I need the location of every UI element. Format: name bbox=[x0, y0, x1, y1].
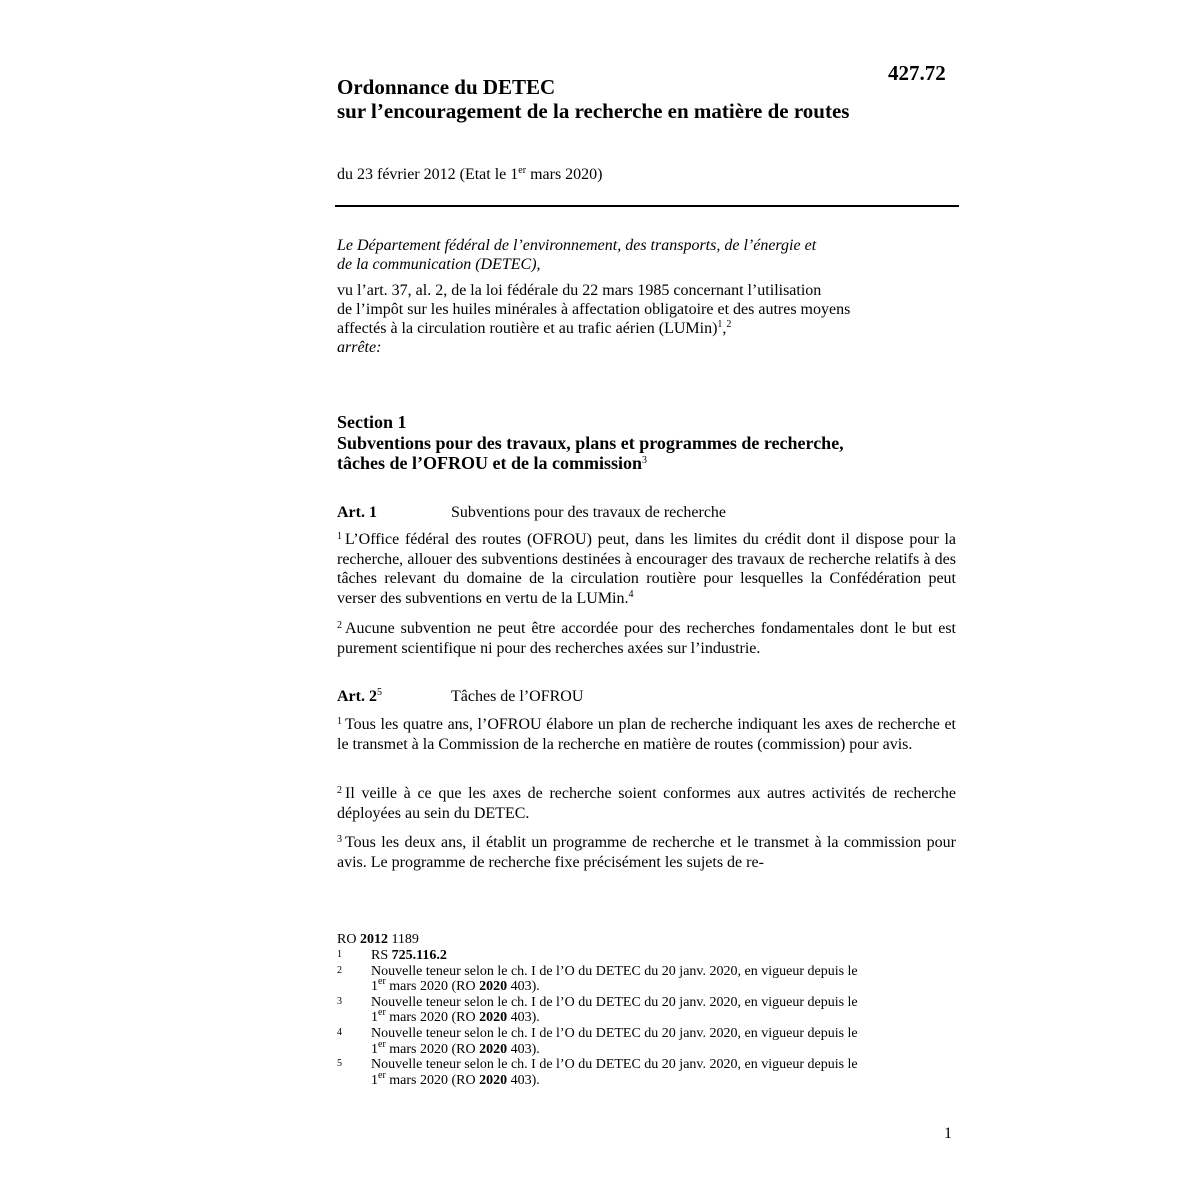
paragraph-text: Tous les quatre ans, l’OFROU élabore un plan de recherche indiquant les axes de recherche et le transmet à la Commission de la recherche en matière de routes (commission) pour avis. bbox=[337, 716, 956, 753]
footnote-text-prefix: RS bbox=[371, 948, 392, 963]
article-2-number bbox=[337, 687, 451, 706]
footnote-number: 4 bbox=[337, 1026, 342, 1038]
basis-line-1: vu l’art. 37, al. 2, de la loi fédérale du 22 mars 1985 concernant l’utilisation bbox=[337, 282, 822, 299]
footnote-year-link[interactable]: 2020 bbox=[479, 979, 508, 995]
paragraph-text: Il veille à ce que les axes de recherche soient conformes aux autres activités de recherche déployées au sein du DETEC. bbox=[337, 785, 956, 822]
footnote-2 bbox=[337, 964, 957, 995]
footnote-line-2a: 1 bbox=[371, 979, 378, 995]
alinea-number: 2 bbox=[337, 785, 342, 796]
article-1-number: Art. 1 bbox=[337, 504, 377, 521]
date-superscript: er bbox=[518, 165, 527, 176]
footnote-ref-1[interactable]: 1 bbox=[717, 319, 723, 330]
footnote-year-link[interactable]: 2020 bbox=[479, 1072, 508, 1088]
footnote-line-2b: mars 2020 (RO bbox=[385, 1072, 480, 1088]
article-2-number-text: Art. 2 bbox=[337, 688, 377, 705]
footnote-number: 5 bbox=[337, 1058, 342, 1070]
paragraph-text: Aucune subvention ne peut être accordée pour des recherches fondamentales dont le but est purement scientifique ni pour des recherches axées sur l’industrie. bbox=[337, 620, 956, 657]
header-divider bbox=[335, 205, 959, 207]
footnote-ref-5[interactable]: 5 bbox=[376, 687, 382, 698]
footnote-text bbox=[371, 1026, 957, 1057]
official-source bbox=[337, 931, 419, 948]
article-2-heading bbox=[337, 687, 957, 706]
footnote-ref-3[interactable]: 3 bbox=[641, 455, 647, 466]
footnote-line-2c: 403). bbox=[507, 979, 540, 995]
footnote-line-2b: mars 2020 (RO bbox=[385, 1010, 480, 1026]
footnote-superscript: er bbox=[378, 1069, 386, 1081]
footnote-number: 3 bbox=[337, 995, 342, 1007]
footnote-line-2a: 1 bbox=[371, 1041, 378, 1057]
section-number: Section 1 bbox=[337, 412, 407, 432]
preamble-decree: arrête: bbox=[337, 339, 382, 356]
source-page: 1189 bbox=[387, 932, 419, 947]
section-1-heading bbox=[337, 412, 957, 474]
footnote-text bbox=[371, 948, 957, 964]
document-title bbox=[337, 75, 977, 123]
footnote-5 bbox=[337, 1057, 957, 1088]
footnote-ref-4[interactable]: 4 bbox=[628, 588, 634, 600]
footnote-year-link[interactable]: 2020 bbox=[479, 1010, 508, 1026]
alinea-number: 1 bbox=[337, 716, 342, 727]
footnote-line-2c: 403). bbox=[507, 1041, 540, 1057]
basis-line-2: de l’impôt sur les huiles minérales à affectation obligatoire et des autres moyens bbox=[337, 301, 851, 318]
footnote-3 bbox=[337, 995, 957, 1026]
footnote-reference-link[interactable]: 725.116.2 bbox=[391, 948, 447, 963]
footnote-1 bbox=[337, 948, 957, 964]
footnote-line-2b: mars 2020 (RO bbox=[385, 979, 480, 995]
article-2-paragraph-3 bbox=[337, 833, 956, 872]
alinea-number: 2 bbox=[337, 620, 342, 631]
footnote-text bbox=[371, 1057, 957, 1088]
preamble-legal-basis bbox=[337, 281, 957, 338]
section-title-line-2: tâches de l’OFROU et de la commission bbox=[337, 453, 642, 473]
paragraph-text: L’Office fédéral des routes (OFROU) peut, dans les limites du crédit dont il dispose pour la recherche, allouer des subventions destinées à encourager des travaux de recherche relatifs à des tâches relevant du domaine de la circulation routière pour lesquelles la Confédération peut verser des subventions en vertu de la LUMin. bbox=[337, 531, 956, 607]
footnote-superscript: er bbox=[378, 1038, 386, 1050]
footnote-year-link[interactable]: 2020 bbox=[479, 1041, 508, 1057]
article-1-title: Subventions pour des travaux de recherche bbox=[451, 504, 727, 521]
article-1-paragraph-1 bbox=[337, 530, 956, 608]
section-title-line-1: Subventions pour des travaux, plans et programmes de recherche, bbox=[337, 432, 844, 453]
alinea-number: 1 bbox=[337, 531, 342, 542]
footnote-line-2c: 403). bbox=[507, 1010, 540, 1026]
title-line-2: sur l’encouragement de la recherche en matière de routes bbox=[337, 99, 850, 123]
footnote-text bbox=[371, 995, 957, 1026]
preamble-authority bbox=[337, 236, 957, 274]
paragraph-text: Tous les deux ans, il établit un programme de recherche et le transmet à la commission pour avis. Le programme de recherche fixe précisément les sujets de re- bbox=[337, 834, 956, 871]
footnote-number: 1 bbox=[337, 949, 342, 960]
basis-separator: , bbox=[722, 320, 727, 337]
article-1-heading bbox=[337, 503, 957, 522]
sr-number: 427.72 bbox=[888, 61, 946, 85]
footnote-superscript: er bbox=[378, 1007, 386, 1019]
preamble bbox=[337, 236, 957, 357]
article-1-paragraph-2 bbox=[337, 619, 956, 658]
footnote-line-1: Nouvelle teneur selon le ch. I de l’O du DETEC du 20 janv. 2020, en vigueur depuis le bbox=[371, 963, 858, 979]
footnote-line-2c: 403). bbox=[507, 1072, 540, 1088]
article-2-title: Tâches de l’OFROU bbox=[451, 688, 584, 705]
footnote-line-2b: mars 2020 (RO bbox=[385, 1041, 480, 1057]
source-year: 2012 bbox=[359, 932, 388, 947]
date-suffix: mars 2020) bbox=[526, 166, 603, 183]
footnote-number: 2 bbox=[337, 964, 342, 976]
basis-line-3: affectés à la circulation routière et au trafic aérien (LUMin) bbox=[337, 320, 718, 337]
footnote-line-1: Nouvelle teneur selon le ch. I de l’O du DETEC du 20 janv. 2020, en vigueur depuis le bbox=[371, 994, 858, 1010]
footnotes bbox=[337, 948, 957, 1088]
footnote-4 bbox=[337, 1026, 957, 1057]
authority-line-2: de la communication (DETEC), bbox=[337, 256, 541, 273]
footnote-line-1: Nouvelle teneur selon le ch. I de l’O du DETEC du 20 janv. 2020, en vigueur depuis le bbox=[371, 1057, 858, 1073]
source-prefix: RO bbox=[337, 932, 360, 947]
authority-line-1: Le Département fédéral de l’environnement, des transports, de l’énergie et bbox=[337, 237, 817, 254]
date-prefix: du 23 février 2012 (Etat le 1 bbox=[337, 166, 519, 183]
footnote-text bbox=[371, 964, 957, 995]
document-date bbox=[337, 164, 603, 186]
footnote-line-2a: 1 bbox=[371, 1072, 378, 1088]
article-2-paragraph-2 bbox=[337, 784, 956, 823]
article-2-paragraph-1 bbox=[337, 715, 956, 754]
footnote-superscript: er bbox=[378, 976, 386, 988]
title-line-1: Ordonnance du DETEC bbox=[337, 75, 556, 99]
footnote-ref-2[interactable]: 2 bbox=[726, 319, 732, 330]
footnote-line-2a: 1 bbox=[371, 1010, 378, 1026]
page-number: 1 bbox=[944, 1125, 952, 1142]
alinea-number: 3 bbox=[337, 834, 342, 845]
footnote-line-1: Nouvelle teneur selon le ch. I de l’O du DETEC du 20 janv. 2020, en vigueur depuis le bbox=[371, 1025, 858, 1041]
